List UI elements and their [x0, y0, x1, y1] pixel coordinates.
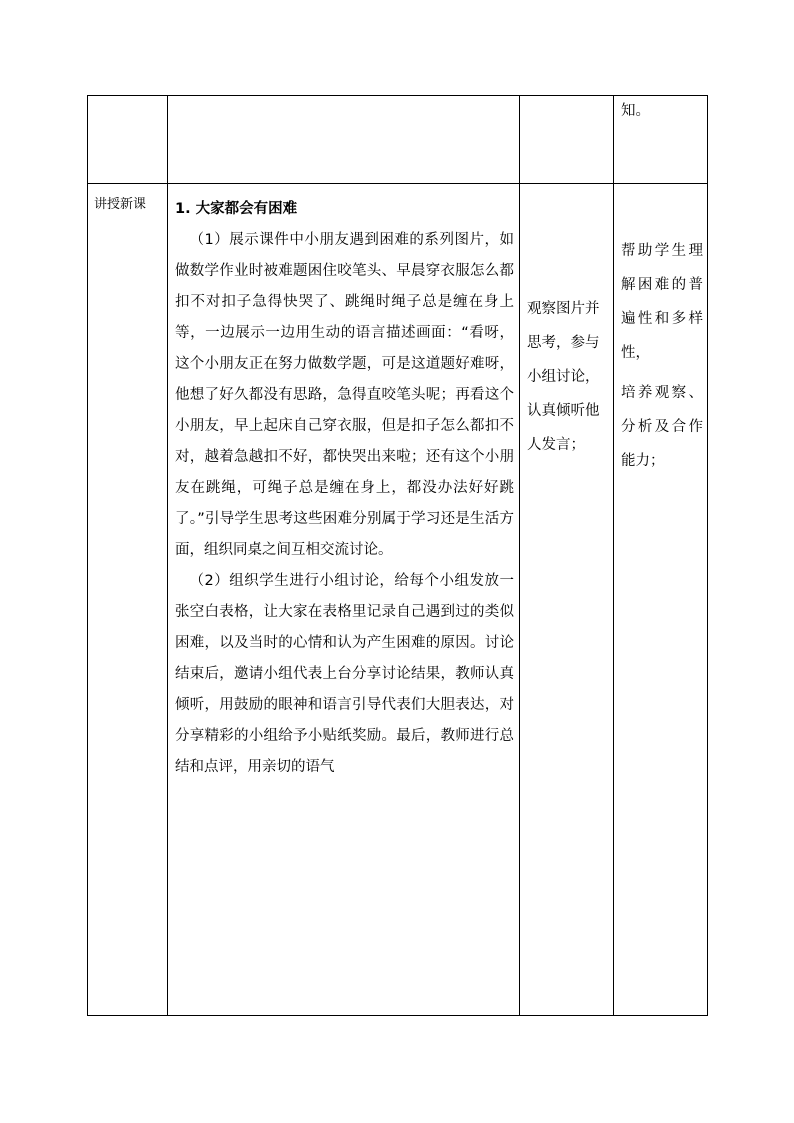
design-intent-line-1: 帮助学生理解困难的普遍性和多样性，	[621, 243, 703, 361]
student-activity: 观察图片并思考，参与小组讨论，认真倾听他人发言；	[527, 301, 600, 453]
paragraph-1: （1）展示课件中小朋友遇到困难的系列图片，如做数学作业时被难题困住咬笔头、早晨穿衣服怎么都扣不对扣子急得快哭了、跳绳时绳子总是缠在身上等，一边展示一边用生动的语言描述画面：“看呀，这个小朋友正在努力做数学题，可是这道题好难呀，他想了好久都没有思路，急得直咬笔头呢；再看这个小朋友，早上起床自己穿衣服，但是扣子怎么都扣不对，越着急越扣不好，都快哭出来啦；还有这个小朋友在跳绳，可绳子总是缠在身上，都没办法好好跳了。”引导学生思考这些困难分别属于学习还是生活方面，组织同桌之间互相交流讨论。	[175, 232, 514, 558]
lesson-plan-table	[87, 95, 708, 1016]
cell-carry-over	[614, 96, 708, 184]
cell-student-activity	[520, 184, 614, 1016]
cell-design-intent	[614, 184, 708, 1016]
design-intent-line-2: 培养观察、分析及合作能力；	[621, 385, 703, 469]
cell-empty-label	[88, 96, 168, 184]
student-activity-text	[520, 184, 613, 462]
carry-over-text: 知。	[621, 103, 650, 119]
section-title: 1. 大家都会有困难	[175, 201, 298, 217]
cell-stage-label	[88, 184, 168, 1016]
stage-label: 讲授新课	[94, 197, 147, 212]
table-row-new-lesson	[88, 184, 708, 1016]
table-row-continued	[88, 96, 708, 184]
teacher-activity-content	[168, 184, 519, 783]
cell-empty-content	[168, 96, 520, 184]
cell-teacher-activity	[168, 184, 520, 1016]
cell-empty-activity	[520, 96, 614, 184]
paragraph-2: （2）组织学生进行小组讨论，给每个小组发放一张空白表格，让大家在表格里记录自己遇到过的类似困难，以及当时的心情和认为产生困难的原因。讨论结束后，邀请小组代表上台分享讨论结果，教师认真倾听，用鼓励的眼神和语言引导代表们大胆表达，对分享精彩的小组给予小贴纸奖励。最后，教师进行总结和点评，用亲切的语气	[175, 573, 514, 775]
design-intent-text	[614, 184, 707, 478]
